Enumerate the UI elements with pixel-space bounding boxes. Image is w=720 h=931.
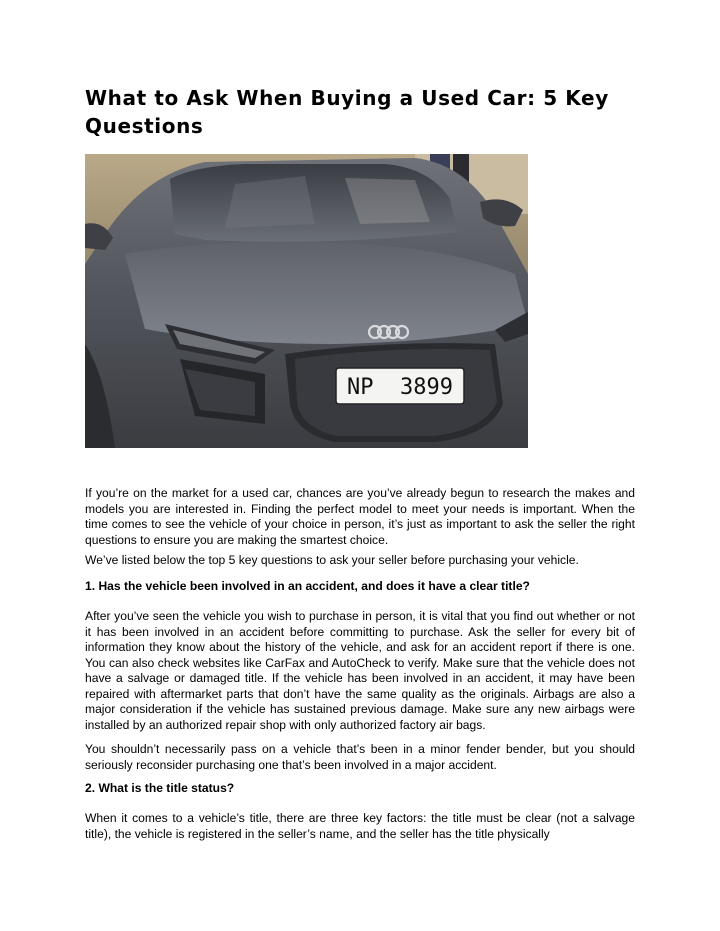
question-1-body: After you’ve seen the vehicle you wish to purchase in person, it is vital that you find out whether or not it has been involved in an accident before committing to purchase. Ask the seller for every bit of information they know about the history of the vehicle, and ask for an accident report if there is one. You can also check websites like CarFax and AutoCheck to verify. Make sure that the vehicle does not have a salvage or damaged title. If the vehicle has been involved in an accident, it may have been repaired with aftermarket parts that don’t have the same quality as the originals. Airbags are also a major consideration if the vehicle has sustained previous damage. Make sure any new airbags were installed by an authorized repair shop with only authorized factory air bags. xyxy=(85,609,635,732)
intro-paragraph: If you’re on the market for a used car, chances are you’ve already begun to research the makes and models you are interested in. Finding the perfect model to meet your needs is important. When the time comes to see the vehicle of your choice in person, it’s just as important to ask the seller the right questions to ensure you are making the smartest choice. xyxy=(85,486,635,547)
question-2-heading: 2. What is the title status? xyxy=(85,781,235,795)
hero-car-image xyxy=(85,154,528,448)
question-1-note: You shouldn’t necessarily pass on a vehicle that’s been in a minor fender bender, but you should seriously reconsider purchasing one that’s been involved in a major accident. xyxy=(85,742,635,772)
lead-in-paragraph: We’ve listed below the top 5 key questions to ask your seller before purchasing your vehicle. xyxy=(85,553,579,567)
license-plate-text: NP 3899 xyxy=(347,375,453,400)
article-title: What to Ask When Buying a Used Car: 5 Key Questions xyxy=(85,86,609,138)
question-2-body: When it comes to a vehicle’s title, there are three key factors: the title must be clear (not a salvage title), the vehicle is registered in the seller’s name, and the seller has the title physically xyxy=(85,811,635,841)
question-1-heading: 1. Has the vehicle been involved in an accident, and does it have a clear title? xyxy=(85,579,530,593)
